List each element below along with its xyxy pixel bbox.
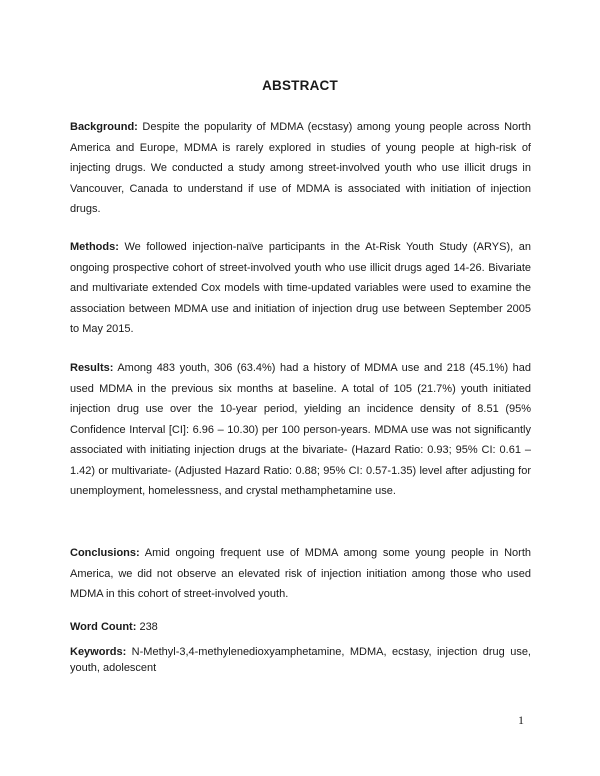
page-number: 1 (518, 713, 524, 727)
word-count-label: Word Count: (70, 621, 137, 633)
word-count-paragraph (70, 617, 531, 638)
results-label: Results: (70, 362, 114, 374)
results-text: Among 483 youth, 306 (63.4%) had a history of MDMA use and 218 (45.1%) had used MDMA in the previous six months at baseline. A total of 105 (21.7%) youth initiated injection drug use over the 10-year period, yielding an incidence density of 8.51 (95% Confidence Interval [CI]: 6.96 – 10.30) per 100 person-years. MDMA use was not significantly associated with initiating injection drugs at the bivariate- (Hazard Ratio: 0.93; 95% CI: 0.61 – 1.42) or multivariate- (Adjusted Hazard Ratio: 0.88; 95% CI: 0.57-1.35) level after adjusting for unemployment, homelessness, and crystal methamphetamine use. (70, 362, 531, 497)
keywords-paragraph (70, 644, 531, 676)
background-text: Despite the popularity of MDMA (ecstasy) among young people across North America and Europe, MDMA is rarely explored in studies of young people at high-risk of injecting drugs. We conducted a study among street-involved youth who use illicit drugs in Vancouver, Canada to understand if use of MDMA is associated with initiation of injection drugs. (70, 121, 531, 215)
background-paragraph (70, 117, 531, 220)
background-label: Background: (70, 121, 138, 133)
conclusions-label: Conclusions: (70, 547, 140, 559)
abstract-title: ABSTRACT (262, 78, 338, 93)
methods-paragraph (70, 237, 531, 340)
keywords-text: N-Methyl-3,4-methylenedioxyamphetamine, MDMA, ecstasy, injection drug use, youth, adolescent (70, 646, 531, 674)
conclusions-text: Amid ongoing frequent use of MDMA among some young people in North America, we did not observe an elevated risk of injection initiation among those who used MDMA in this cohort of street-involved youth. (70, 547, 531, 600)
conclusions-paragraph (70, 543, 531, 605)
word-count-value: 238 (136, 621, 158, 633)
keywords-label: Keywords: (70, 646, 127, 658)
results-paragraph (70, 358, 531, 502)
methods-text: We followed injection-naïve participants in the At-Risk Youth Study (ARYS), an ongoing prospective cohort of street-involved youth who use illicit drugs aged 14-26. Bivariate and multivariate extended Cox models with time-updated variables were used to examine the association between MDMA use and initiation of injection drug use between September 2005 to May 2015. (70, 241, 531, 335)
methods-label: Methods: (70, 241, 119, 253)
